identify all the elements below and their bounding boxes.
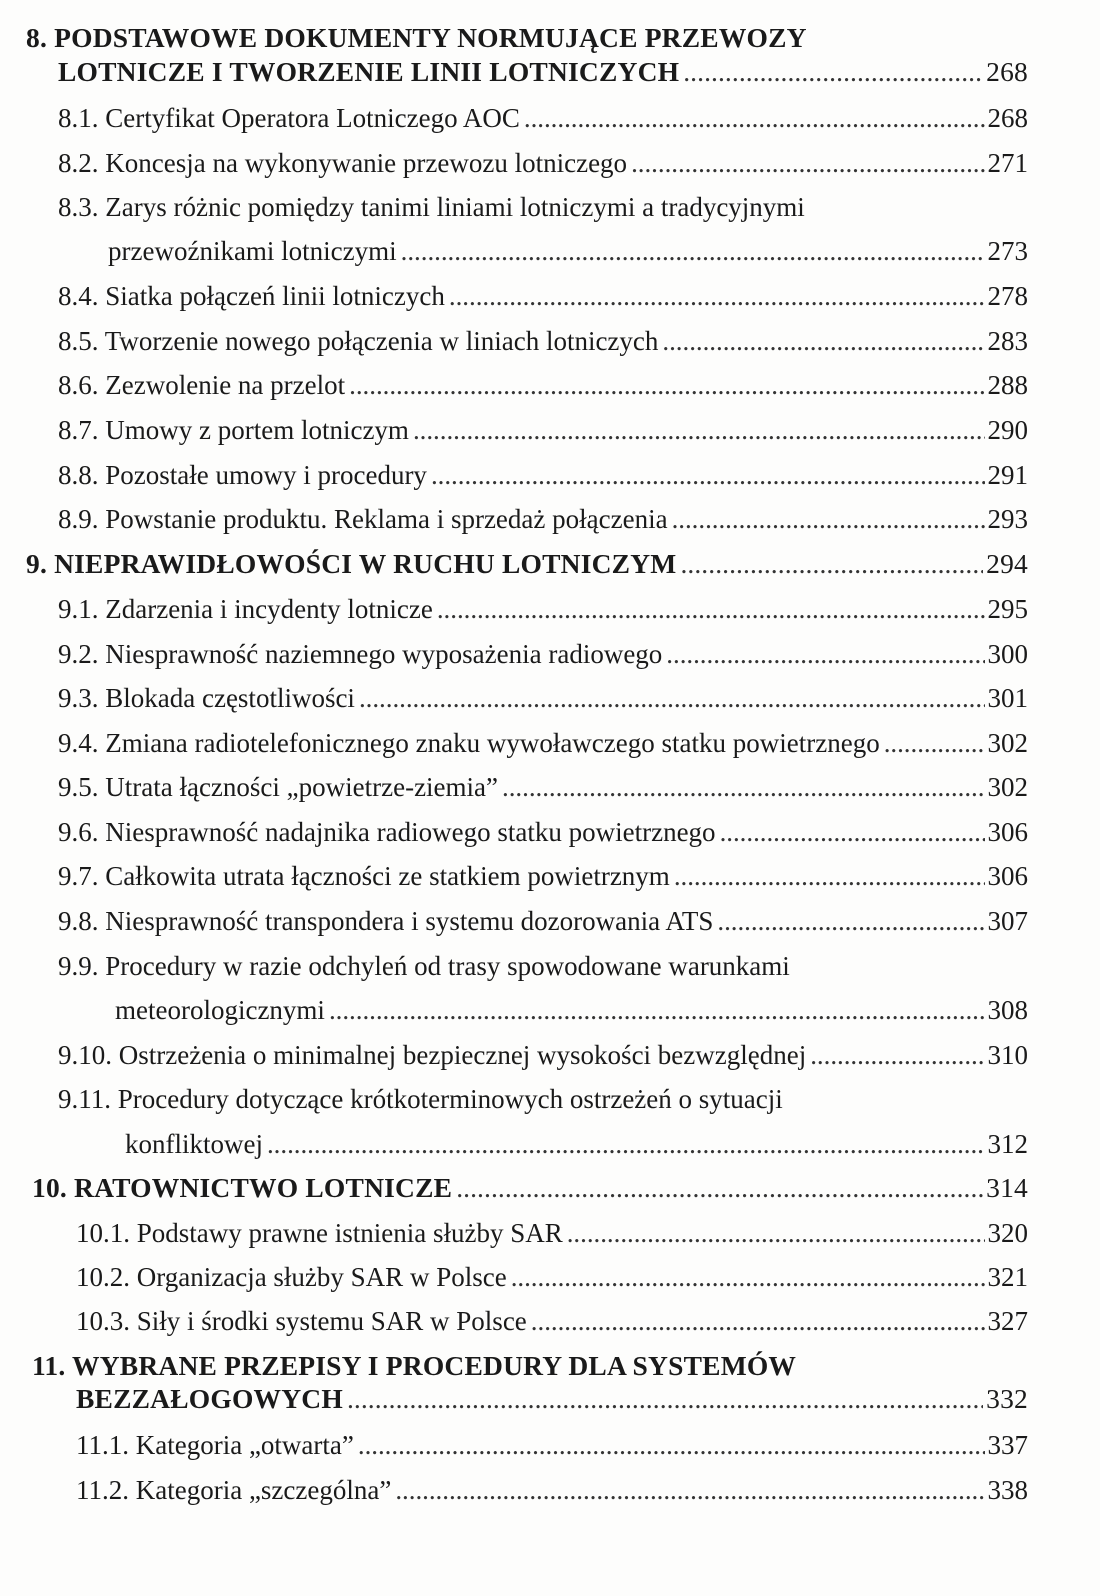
dot-leader xyxy=(531,1305,985,1337)
page-number: 337 xyxy=(987,1430,1028,1460)
dot-leader xyxy=(349,369,984,401)
dot-leader xyxy=(672,503,985,535)
page-number: 294 xyxy=(986,548,1028,579)
toc-chapter-11[interactable]: BEZZAŁOGOWYCH . . . 332 xyxy=(76,1383,1028,1415)
toc-entry-10-1[interactable]: 10.1. Podstawy prawne istnienia służby SAR . . . 320 xyxy=(76,1217,1028,1249)
page-number: 327 xyxy=(987,1306,1028,1336)
page-number: 291 xyxy=(987,460,1028,490)
page-number: 308 xyxy=(987,995,1028,1025)
toc-entry-9-10[interactable]: 9.10. Ostrzeżenia o minimalnej bezpiecznej wysokości bezwzględnej . . . 310 xyxy=(58,1039,1028,1071)
dot-leader xyxy=(662,325,984,357)
toc-entry-11-2[interactable]: 11.2. Kategoria „szczególna” . . . 338 xyxy=(76,1474,1028,1506)
toc-entry-8-2[interactable]: 8.2. Koncesja na wykonywanie przewozu lotniczego . . . 271 xyxy=(58,147,1028,179)
toc-entry-10-2[interactable]: 10.2. Organizacja służby SAR w Polsce . . . 321 xyxy=(76,1261,1028,1293)
dot-leader xyxy=(359,682,985,714)
dot-leader xyxy=(683,56,983,88)
toc-entry-11-1[interactable]: 11.1. Kategoria „otwarta” . . . 337 xyxy=(76,1429,1028,1461)
toc-entry-9-11[interactable]: konfliktowej . . . 312 xyxy=(125,1128,1028,1160)
toc-entry-9-2[interactable]: 9.2. Niesprawność naziemnego wyposażenia radiowego . . . 300 xyxy=(58,638,1028,670)
page-number: 293 xyxy=(987,504,1028,534)
page-number: 302 xyxy=(987,728,1028,758)
toc-chapter-10[interactable]: 10. RATOWNICTWO LOTNICZE . . . 314 xyxy=(32,1172,1028,1204)
toc-entry-8-7[interactable]: 8.7. Umowy z portem lotniczym . . . 290 xyxy=(58,414,1028,446)
page-number: 288 xyxy=(987,370,1028,400)
page-number: 271 xyxy=(987,148,1028,178)
dot-leader xyxy=(717,905,984,937)
dot-leader xyxy=(502,771,984,803)
dot-leader xyxy=(395,1474,984,1506)
page-number: 307 xyxy=(987,906,1028,936)
toc-entry-9-9-line1: 9.9. Procedury w razie odchyleń od trasy spowodowane warunkami xyxy=(58,951,790,981)
toc-entry-9-6[interactable]: 9.6. Niesprawność nadajnika radiowego statku powietrznego . . . 306 xyxy=(58,816,1028,848)
page-number: 268 xyxy=(987,103,1028,133)
toc-chapter-11-title-line1: 11. WYBRANE PRZEPISY I PROCEDURY DLA SYSTEMÓW xyxy=(32,1350,797,1381)
toc-entry-10-3[interactable]: 10.3. Siły i środki systemu SAR w Polsce . . . 327 xyxy=(76,1305,1028,1337)
dot-leader xyxy=(449,280,985,312)
page-number: 321 xyxy=(987,1262,1028,1292)
toc-entry-8-9[interactable]: 8.9. Powstanie produktu. Reklama i sprzedaż połączenia . . . 293 xyxy=(58,503,1028,535)
toc-entry-9-4[interactable]: 9.4. Zmiana radiotelefonicznego znaku wywoławczego statku powietrznego . . . 302 xyxy=(58,727,1028,759)
dot-leader xyxy=(884,727,985,759)
toc-entry-8-8[interactable]: 8.8. Pozostałe umowy i procedury . . . 291 xyxy=(58,459,1028,491)
toc-chapter-8-title-line1: 8. PODSTAWOWE DOKUMENTY NORMUJĄCE PRZEWOZY xyxy=(26,22,807,53)
toc-entry-9-8[interactable]: 9.8. Niesprawność transpondera i systemu dozorowania ATS . . . 307 xyxy=(58,905,1028,937)
page-number: 310 xyxy=(987,1040,1028,1070)
page-number: 320 xyxy=(987,1218,1028,1248)
page-number: 306 xyxy=(987,861,1028,891)
page-number: 283 xyxy=(987,326,1028,356)
page-number: 338 xyxy=(987,1475,1028,1505)
page-number: 306 xyxy=(987,817,1028,847)
toc-entry-8-1[interactable]: 8.1. Certyfikat Operatora Lotniczego AOC . . . 268 xyxy=(58,102,1028,134)
page-number: 332 xyxy=(986,1383,1028,1414)
page-number: 300 xyxy=(987,639,1028,669)
toc-entry-8-4[interactable]: 8.4. Siatka połączeń linii lotniczych . . . 278 xyxy=(58,280,1028,312)
dot-leader xyxy=(511,1261,985,1293)
page-number: 301 xyxy=(987,683,1028,713)
toc-entry-8-5[interactable]: 8.5. Tworzenie nowego połączenia w liniach lotniczych . . . 283 xyxy=(58,325,1028,357)
page-number: 290 xyxy=(987,415,1028,445)
page-number: 278 xyxy=(987,281,1028,311)
page-number: 312 xyxy=(987,1129,1028,1159)
dot-leader xyxy=(329,994,985,1026)
page-number: 302 xyxy=(987,772,1028,802)
dot-leader xyxy=(666,638,984,670)
dot-leader xyxy=(810,1039,984,1071)
toc-entry-8-3[interactable]: przewoźnikami lotniczymi . . . 273 xyxy=(108,235,1028,267)
toc-chapter-9[interactable]: 9. NIEPRAWIDŁOWOŚCI W RUCHU LOTNICZYM . . . 294 xyxy=(26,548,1028,580)
dot-leader xyxy=(347,1383,983,1415)
toc-entry-9-5[interactable]: 9.5. Utrata łączności „powietrze-ziemia” . . . 302 xyxy=(58,771,1028,803)
dot-leader xyxy=(524,102,985,134)
toc-entry-9-3[interactable]: 9.3. Blokada częstotliwości . . . 301 xyxy=(58,682,1028,714)
toc-chapter-8[interactable]: LOTNICZE I TWORZENIE LINII LOTNICZYCH . . . 268 xyxy=(58,56,1028,88)
dot-leader xyxy=(567,1217,985,1249)
page-number: 295 xyxy=(987,594,1028,624)
toc-entry-9-11-line1: 9.11. Procedury dotyczące krótkoterminowych ostrzeżeń o sytuacji xyxy=(58,1084,783,1114)
dot-leader xyxy=(358,1429,985,1461)
dot-leader xyxy=(267,1128,985,1160)
toc-entry-8-6[interactable]: 8.6. Zezwolenie na przelot . . . 288 xyxy=(58,369,1028,401)
dot-leader xyxy=(631,147,984,179)
dot-leader xyxy=(401,235,985,267)
toc-entry-9-1[interactable]: 9.1. Zdarzenia i incydenty lotnicze . . . 295 xyxy=(58,593,1028,625)
dot-leader xyxy=(431,459,985,491)
toc-entry-9-9[interactable]: meteorologicznymi . . . 308 xyxy=(115,994,1028,1026)
toc-entry-9-7[interactable]: 9.7. Całkowita utrata łączności ze statkiem powietrznym . . . 306 xyxy=(58,860,1028,892)
page-number: 268 xyxy=(986,56,1028,87)
dot-leader xyxy=(437,593,985,625)
dot-leader xyxy=(720,816,985,848)
page-number: 314 xyxy=(986,1172,1028,1203)
toc-entry-8-3-line1: 8.3. Zarys różnic pomiędzy tanimi liniami lotniczymi a tradycyjnymi xyxy=(58,192,805,222)
dot-leader xyxy=(456,1172,983,1204)
dot-leader xyxy=(413,414,985,446)
dot-leader xyxy=(674,860,985,892)
page-number: 273 xyxy=(987,236,1028,266)
dot-leader xyxy=(680,548,983,580)
